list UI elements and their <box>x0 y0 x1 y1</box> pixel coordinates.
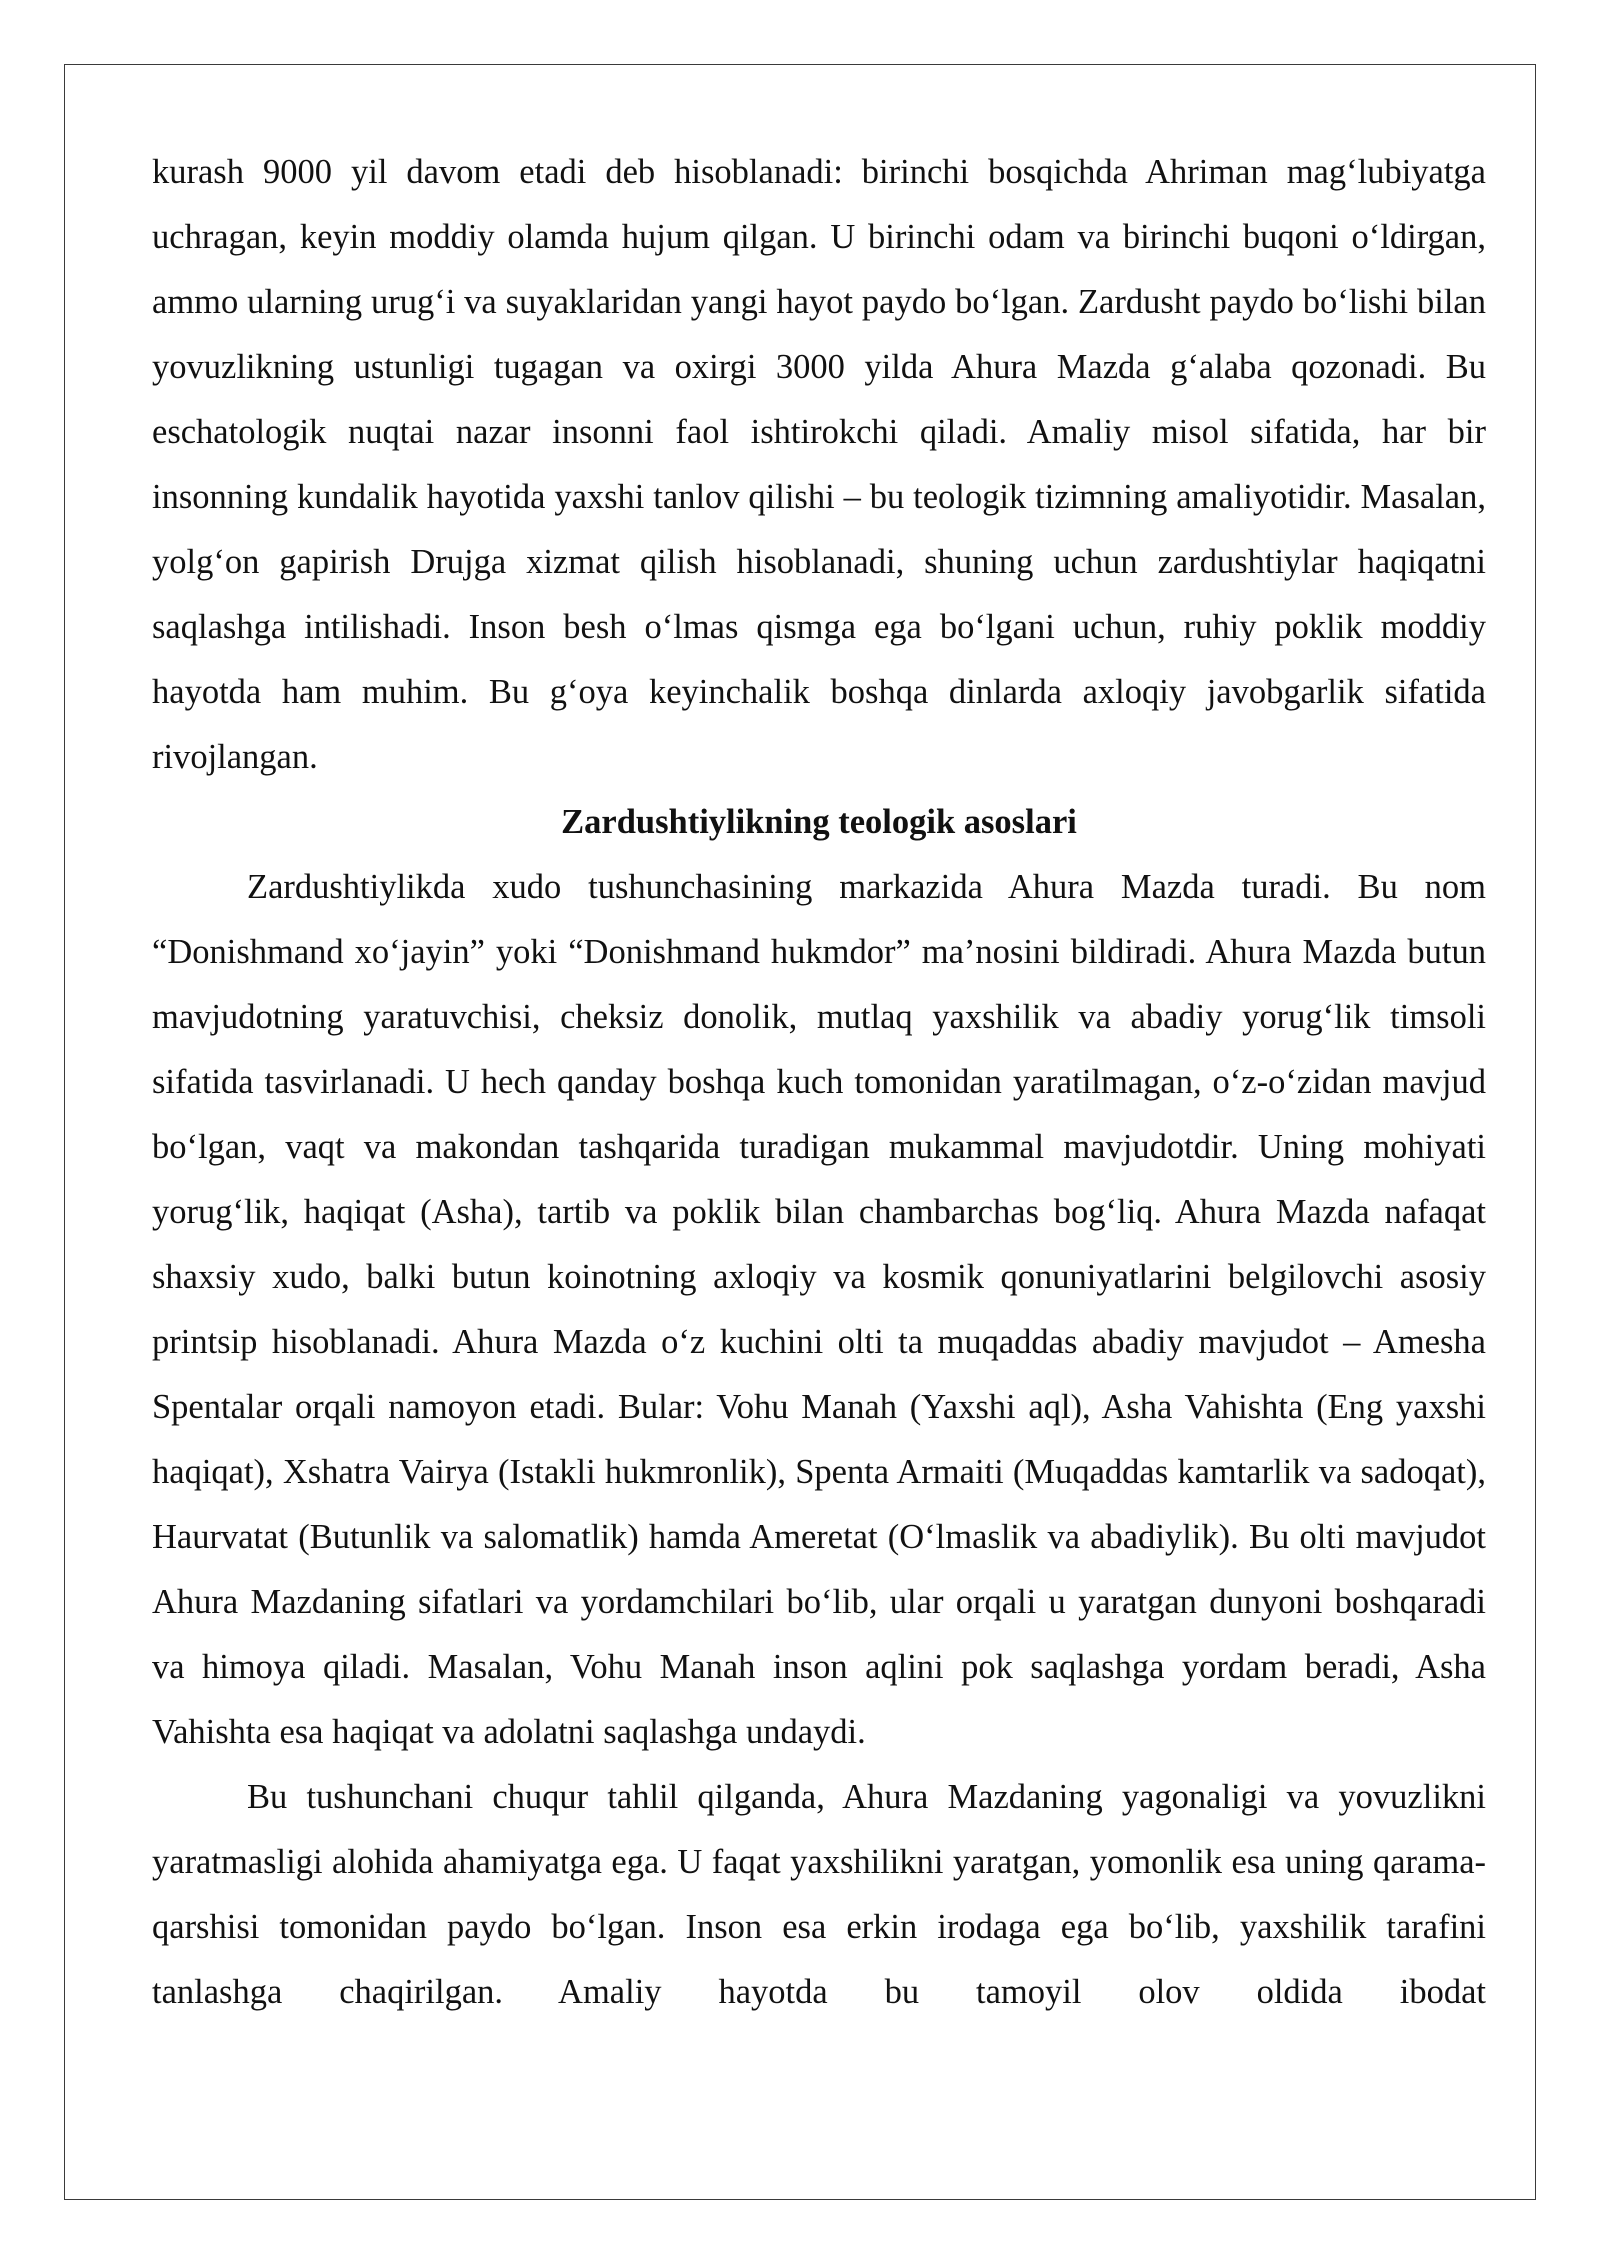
section-heading: Zardushtiylikning teologik asoslari <box>561 803 1077 841</box>
document-body <box>152 140 1486 2025</box>
body-paragraph: kurash 9000 yil davom etadi deb hisoblanadi: birinchi bosqichda Ahriman mag‘lubiyatga uchragan, keyin moddiy olamda hujum qilgan. U birinchi odam va birinchi buqoni o‘ldirgan, ammo ularning urug‘i va suyaklaridan yangi hayot paydo bo‘lgan. Zardusht paydo bo‘lishi bilan yovuzlikning ustunligi tugagan va oxirgi 3000 yilda Ahura Mazda g‘alaba qozonadi. Bu eschatologik nuqtai nazar insonni faol ishtirokchi qiladi. Amaliy misol sifatida, har bir insonning kundalik hayotida yaxshi tanlov qilishi – bu teologik tizimning amaliyotidir. Masalan, yolg‘on gapirish Drujga xizmat qilish hisoblanadi, shuning uchun zardushtiylar haqiqatni saqlashga intilishadi. Inson besh o‘lmas qismga ega bo‘lgani uchun, ruhiy poklik moddiy hayotda ham muhim. Bu g‘oya keyinchalik boshqa dinlarda axloqiy javobgarlik sifatida rivojlangan. <box>152 153 1486 776</box>
body-paragraph: Zardushtiylikda xudo tushunchasining markazida Ahura Mazda turadi. Bu nom “Donishmand xo‘jayin” yoki “Donishmand hukmdor” ma’nosini bildiradi. Ahura Mazda butun mavjudotning yaratuvchisi, cheksiz donolik, mutlaq yaxshilik va abadiy yorug‘lik timsoli sifatida tasvirlanadi. U hech qanday boshqa kuch tomonidan yaratilmagan, o‘z-o‘zidan mavjud bo‘lgan, vaqt va makondan tashqarida turadigan mukammal mavjudotdir. Uning mohiyati yorug‘lik, haqiqat (Asha), tartib va poklik bilan chambarchas bog‘liq. Ahura Mazda nafaqat shaxsiy xudo, balki butun koinotning axloqiy va kosmik qonuniyatlarini belgilovchi asosiy printsip hisoblanadi. Ahura Mazda o‘z kuchini olti ta muqaddas abadiy mavjudot – Amesha Spentalar orqali namoyon etadi. Bular: Vohu Manah (Yaxshi aql), Asha Vahishta (Eng yaxshi haqiqat), Xshatra Vairya (Istakli hukmronlik), Spenta Armaiti (Muqaddas kamtarlik va sadoqat), Haurvatat (Butunlik va salomatlik) hamda Ameretat (O‘lmaslik va abadiylik). Bu olti mavjudot Ahura Mazdaning sifatlari va yordamchilari bo‘lib, ular orqali u yaratgan dunyoni boshqaradi va himoya qiladi. Masalan, Vohu Manah inson aqlini pok saqlashga yordam beradi, Asha Vahishta esa haqiqat va adolatni saqlashga undaydi. <box>152 868 1486 1751</box>
body-paragraph: Bu tushunchani chuqur tahlil qilganda, Ahura Mazdaning yagonaligi va yovuzlikni yaratmasligi alohida ahamiyatga ega. U faqat yaxshilikni yaratgan, yomonlik esa uning qarama-qarshisi tomonidan paydo bo‘lgan. Inson esa erkin irodaga ega bo‘lib, yaxshilik tarafini tanlashga chaqirilgan. Amaliy hayotda bu tamoyil olov oldida ibodat <box>152 1778 1486 2011</box>
